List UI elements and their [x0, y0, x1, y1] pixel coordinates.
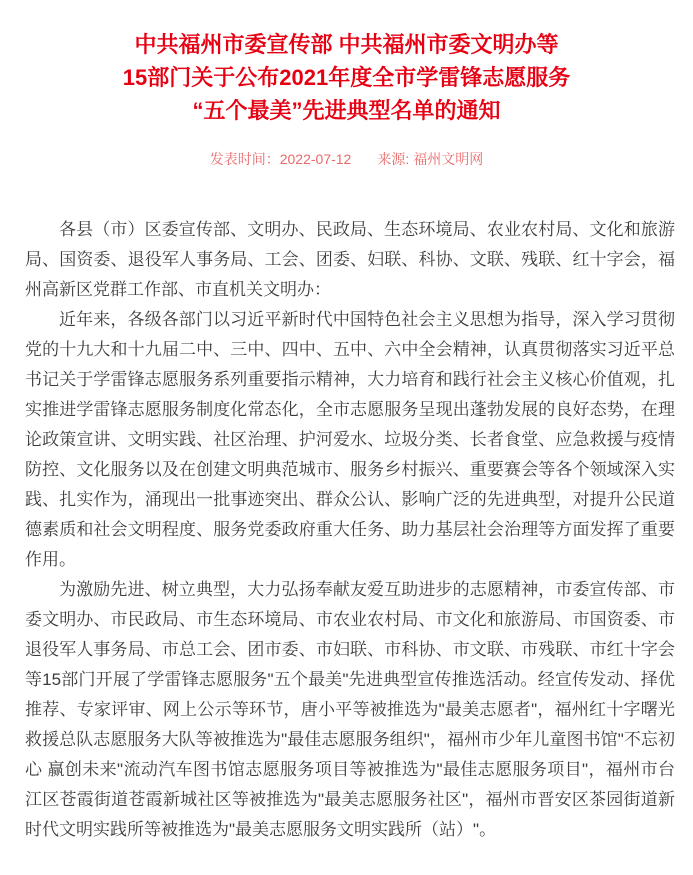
article-meta: [0, 149, 693, 169]
article-body: [0, 215, 693, 875]
publish-date: 2022-07-12: [279, 151, 352, 167]
publish-time-label: 发表时间：: [209, 151, 280, 167]
article-title-line-1: 中共福州市委宣传部 中共福州市委文明办等: [134, 32, 559, 57]
paragraph-recipients: 各县（市）区委宣传部、文明办、民政局、生态环境局、农业农村局、文化和旅游局、国资委、退役军人事务局、工会、团委、妇联、科协、文联、残联、红十字会，福州高新区党群工作部、市直机关文明办：: [25, 220, 675, 299]
article-title-line-2: 15部门关于公布2021年度全市学雷锋志愿服务: [122, 65, 571, 90]
source-label: 来源:: [377, 151, 410, 167]
article-title-line-3: “五个最美”先进典型名单的通知: [192, 98, 501, 123]
paragraph-selection-results: 为激励先进、树立典型，大力弘扬奉献友爱互助进步的志愿精神，市委宣传部、市委文明办、市民政局、市生态环境局、市农业农村局、市文化和旅游局、市国资委、市退役军人事务局、市总工会、团市委、市妇联、市科协、市文联、市残联、市红十字会等15部门开展了学雷锋志愿服务"五个最美"先进典型宣传推选活动。经宣传发动、择优推荐、专家评审、网上公示等环节，唐小平等被推选为"最美志愿者"，福州红十字曙光救援总队志愿服务大队等被推选为"最佳志愿服务组织"，福州市少年儿童图书馆"不忘初心 赢创未来"流动汽车图书馆志愿服务项目等被推选为"最佳志愿服务项目"，福州市台江区苍霞街道苍霞新城社区等被推选为"最美志愿服务社区"，福州市晋安区茶园街道新时代文明实践所等被推选为"最美志愿服务文明实践所（站）"。: [25, 580, 675, 839]
paragraph-background: 近年来，各级各部门以习近平新时代中国特色社会主义思想为指导，深入学习贯彻党的十九大和十九届二中、三中、四中、五中、六中全会精神，认真贯彻落实习近平总书记关于学雷锋志愿服务系列重要指示精神，大力培育和践行社会主义核心价值观，扎实推进学雷锋志愿服务制度化常态化，全市志愿服务呈现出蓬勃发展的良好态势，在理论政策宣讲、文明实践、社区治理、护河爱水、垃圾分类、长者食堂、应急救援与疫情防控、文化服务以及在创建文明典范城市、服务乡村振兴、重要赛会等各个领域深入实践、扎实作为，涌现出一批事迹突出、群众公认、影响广泛的先进典型，对提升公民道德素质和社会文明程度、服务党委政府重大任务、助力基层社会治理等方面发挥了重要作用。: [25, 310, 675, 569]
source-value: 福州文明网: [413, 151, 484, 167]
article-title: [0, 28, 693, 127]
